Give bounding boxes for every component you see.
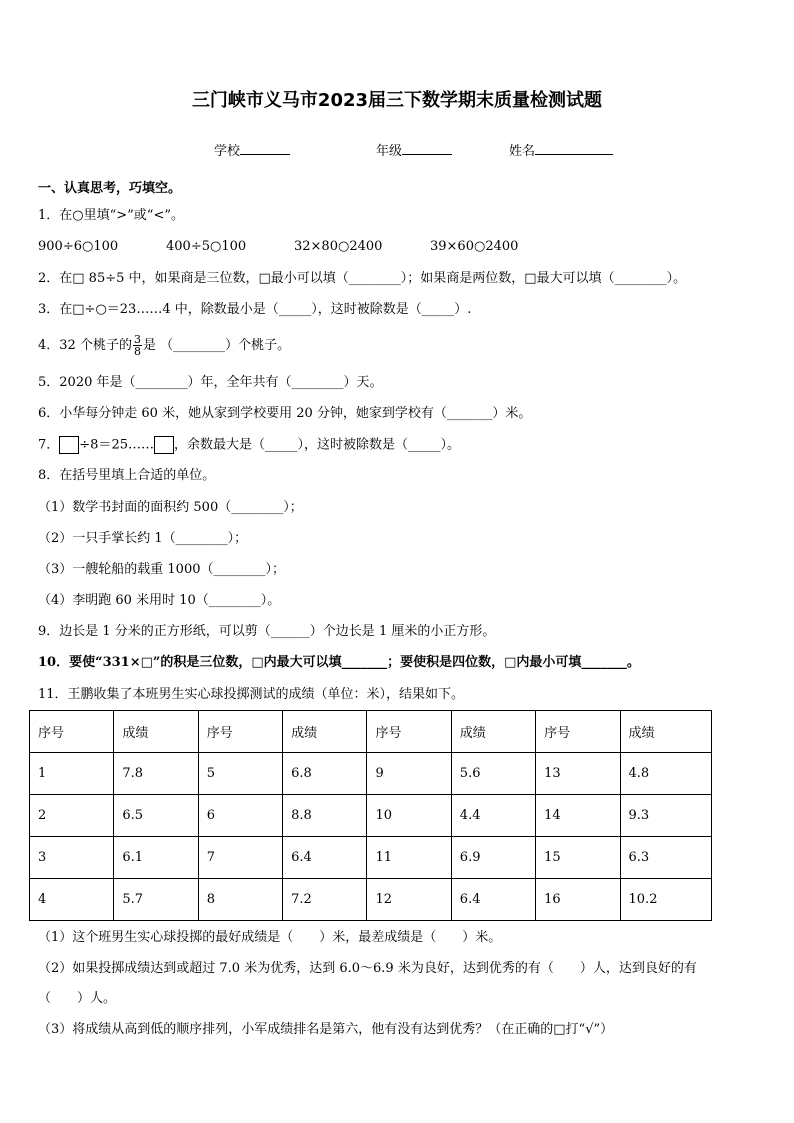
table-cell: 4.4 [451,795,535,837]
table-cell: 5 [198,753,282,795]
q7-pre: 7． [38,437,60,453]
table-cell: 1 [30,753,114,795]
question-4 [38,334,290,357]
q4-post: 是 （________）个桃子。 [142,338,291,353]
table-cell: 6 [198,795,282,837]
table-cell: 6.3 [620,837,711,879]
table-cell: 7.2 [283,879,367,921]
name-blank[interactable] [535,142,613,155]
q8-item: （2）一只手掌长约 1（________）； [38,531,248,546]
school-blank[interactable] [240,142,290,155]
q1-item: 32×80○2400 [294,239,383,254]
table-header-row [30,711,712,753]
q1-item: 400÷5○100 [166,239,247,254]
fraction [133,334,142,357]
table-cell: 9.3 [620,795,711,837]
school-label: 学校 [214,144,241,159]
q8-item: （4）李明跑 60 米用时 10（________）。 [38,593,281,608]
table-header: 序号 [367,711,451,753]
q1-item: 39×60○2400 [430,239,519,254]
q11-sub2-cont: （ ）人。 [38,991,117,1006]
question-11: 11．王鹏收集了本班男生实心球投掷测试的成绩（单位：米），结果如下。 [38,687,465,702]
table-cell: 5.6 [451,753,535,795]
school-field [214,140,290,159]
table-header: 成绩 [283,711,367,753]
table-cell: 10.2 [620,879,711,921]
q7-post: ，余数最大是（_____），这时被除数是（_____）。 [174,437,461,453]
table-cell: 9 [367,753,451,795]
table-cell: 7 [198,837,282,879]
question-8: 8．在括号里填上合适的单位。 [38,468,216,483]
table-row [30,795,712,837]
question-7 [38,436,460,455]
q8-item: （1）数学书封面的面积约 500（________）； [38,500,303,515]
table-row [30,837,712,879]
name-field [509,140,613,159]
q8-item: （3）一艘轮船的载重 1000（________）； [38,562,285,577]
question-3: 3．在□÷○＝23……4 中，除数最小是（_____），这时被除数是（_____）. [38,302,472,317]
fraction-numerator: 3 [133,333,141,346]
table-cell: 13 [536,753,620,795]
table-cell: 6.9 [451,837,535,879]
table-cell: 11 [367,837,451,879]
question-2: 2．在□ 85÷5 中，如果商是三位数，□最小可以填（________）；如果商是两位数，□最大可以填（________）。 [38,271,687,286]
table-cell: 6.4 [451,879,535,921]
table-cell: 6.5 [114,795,198,837]
question-1: 1．在○里填“>”或“<”。 [38,208,184,223]
table-row [30,879,712,921]
question-6: 6．小华每分钟走 60 米，她从家到学校要用 20 分钟，她家到学校有（_______）米。 [38,406,532,421]
table-cell: 6.1 [114,837,198,879]
table-header: 序号 [536,711,620,753]
table-cell: 5.7 [114,879,198,921]
q4-pre: 4．32 个桃子的 [38,338,132,353]
grade-label: 年级 [376,144,403,159]
q7-mid: ÷8＝25…… [79,437,154,453]
table-cell: 6.8 [283,753,367,795]
table-cell: 10 [367,795,451,837]
scores-table [29,710,712,921]
grade-field [376,140,452,159]
table-cell: 6.4 [283,837,367,879]
table-cell: 4.8 [620,753,711,795]
fraction-denominator: 8 [133,345,141,358]
table-row [30,753,712,795]
q11-sub3: （3）将成绩从高到低的顺序排列，小军成绩排名是第六，他有没有达到优秀？（在正确的□打“√”） [38,1022,614,1037]
table-header: 序号 [198,711,282,753]
table-header: 序号 [30,711,114,753]
name-label: 姓名 [509,144,536,159]
table-cell: 4 [30,879,114,921]
table-cell: 14 [536,795,620,837]
table-header: 成绩 [620,711,711,753]
grade-blank[interactable] [402,142,452,155]
section-heading: 一、认真思考，巧填空。 [38,181,182,196]
question-9: 9．边长是 1 分米的正方形纸，可以剪（______）个边长是 1 厘米的小正方形。 [38,624,496,639]
table-cell: 7.8 [114,753,198,795]
table-cell: 8.8 [283,795,367,837]
table-header: 成绩 [451,711,535,753]
q11-sub2: （2）如果投掷成绩达到或超过 7.0 米为优秀，达到 6.0～6.9 米为良好，达到优秀的有（ ）人，达到良好的有 [38,961,697,976]
question-10: 10．要使“331×□”的积是三位数，□内最大可以填_______；要使积是四位数，□内最小可填_______。 [38,655,640,670]
table-cell: 16 [536,879,620,921]
answer-box[interactable] [59,436,79,454]
table-cell: 8 [198,879,282,921]
table-cell: 2 [30,795,114,837]
question-5: 5．2020 年是（________）年，全年共有（________）天。 [38,375,383,390]
q1-item: 900÷6○100 [38,239,119,254]
exam-title: 三门峡市义马市2023届三下数学期末质量检测试题 [191,90,603,111]
table-header: 成绩 [114,711,198,753]
q11-sub1: （1）这个班男生实心球投掷的最好成绩是（ ）米，最差成绩是（ ）米。 [38,930,502,945]
table-cell: 15 [536,837,620,879]
table-cell: 3 [30,837,114,879]
table-cell: 12 [367,879,451,921]
answer-box[interactable] [154,436,174,454]
